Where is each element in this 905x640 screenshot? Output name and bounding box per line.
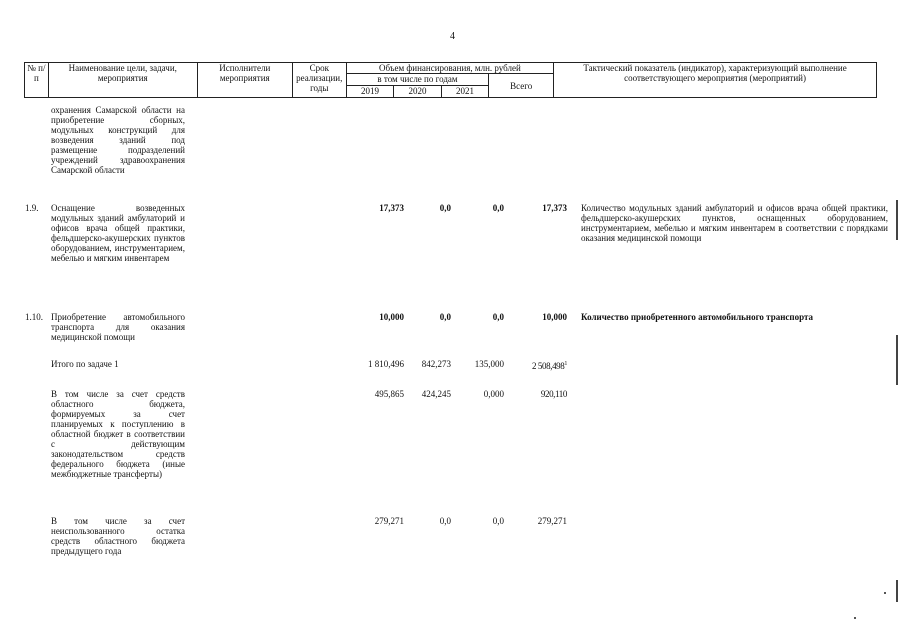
row-total-task-1-2021: 135,000 <box>474 359 504 369</box>
header-year-2021: 2021 <box>441 86 489 98</box>
row-total-task-1-total <box>518 359 567 371</box>
row-1-10-2020: 0,0 <box>439 312 451 322</box>
row-total-task-1-name: Итого по задаче 1 <box>51 359 119 369</box>
row-1-9-total: 17,373 <box>542 203 567 213</box>
scan-dot <box>884 592 886 594</box>
row-federal-share-name: В том числе за счет средств областного бюджета, формируемых за счет планируемых к поступлению в областной бюджет в соответствии с действующим законодательством средств федерального бюджета (иные межбюджетные трансферты) <box>51 389 185 479</box>
scan-edge-mark <box>896 200 898 240</box>
scan-dot <box>854 617 856 619</box>
row-federal-share-2020: 424,245 <box>421 389 451 399</box>
header-indicator: Тактический показатель (индикатор), характеризующий выполнение соответствующего мероприятия (мероприятий) <box>554 63 877 98</box>
row-1-9-num: 1.9. <box>25 203 39 213</box>
row-1-9-2020: 0,0 <box>439 203 451 213</box>
row-1-10-num: 1.10. <box>25 312 43 322</box>
row-1-9-2021: 0,0 <box>492 203 504 213</box>
row-total-task-1-2019: 1 810,496 <box>368 359 404 369</box>
page-number: 4 <box>450 31 455 42</box>
table-header <box>24 62 877 98</box>
row-1-9-indicator: Количество модульных зданий амбулаторий и офисов врача общей практики, фельдшерско-акушерских пунктов, оснащенных оборудованием, инструментарием, мебелью и мягким инвентарем в соответствии с порядками оказания медицинской помощи <box>581 203 888 243</box>
header-executors: Исполнители мероприятия <box>197 63 292 98</box>
row-federal-share-2019: 495,865 <box>374 389 404 399</box>
row-1-9-name: Оснащение возведенных модульных зданий амбулаторий и офисов врача общей практики, фельдшерско-акушерских пунктов оборудованием, инструментарием, мебелью и мягким инвентарем <box>51 203 185 263</box>
header-by-years: в том числе по годам <box>346 74 489 86</box>
row-continuation-name: охранения Самарской области на приобретение сборных, модульных конструкций для возведения зданий под размещение подразделений учреждений здравоохранения Самарской области <box>51 105 185 175</box>
row-total-task-1-total-value: 2 508,498 <box>531 361 565 371</box>
row-1-10-total: 10,000 <box>542 312 567 322</box>
row-1-10-2021: 0,0 <box>492 312 504 322</box>
row-1-9-2019: 17,373 <box>379 203 404 213</box>
scan-edge-mark <box>896 580 898 602</box>
row-1-10-indicator: Количество приобретенного автомобильного транспорта <box>581 312 814 322</box>
row-federal-share-total: 920,110 <box>540 389 567 399</box>
row-unused-balance-name: В том числе за счет неиспользованного остатка средств областного бюджета предыдущего года <box>51 516 185 556</box>
header-year-2019: 2019 <box>346 86 394 98</box>
row-unused-balance-2021: 0,0 <box>492 516 504 526</box>
header-funding: Объем финансирования, млн. рублей <box>346 63 553 74</box>
header-total: Всего <box>489 74 554 98</box>
header-name: Наименование цели, задачи, мероприятия <box>48 63 197 98</box>
row-total-task-1-footnote: 1 <box>564 361 567 367</box>
scan-edge-mark <box>896 335 898 385</box>
row-1-10-2019: 10,000 <box>379 312 404 322</box>
header-year-2020: 2020 <box>394 86 442 98</box>
row-unused-balance-2020: 0,0 <box>439 516 451 526</box>
header-num: № п/п <box>25 63 49 98</box>
row-1-10-name: Приобретение автомобильного транспорта для оказания медицинской помощи <box>51 312 185 342</box>
row-total-task-1-2020: 842,273 <box>421 359 451 369</box>
row-unused-balance-2019: 279,271 <box>374 516 404 526</box>
row-federal-share-2021: 0,000 <box>483 389 504 399</box>
row-unused-balance-total: 279,271 <box>537 516 567 526</box>
header-term: Срок реализации, годы <box>292 63 346 98</box>
